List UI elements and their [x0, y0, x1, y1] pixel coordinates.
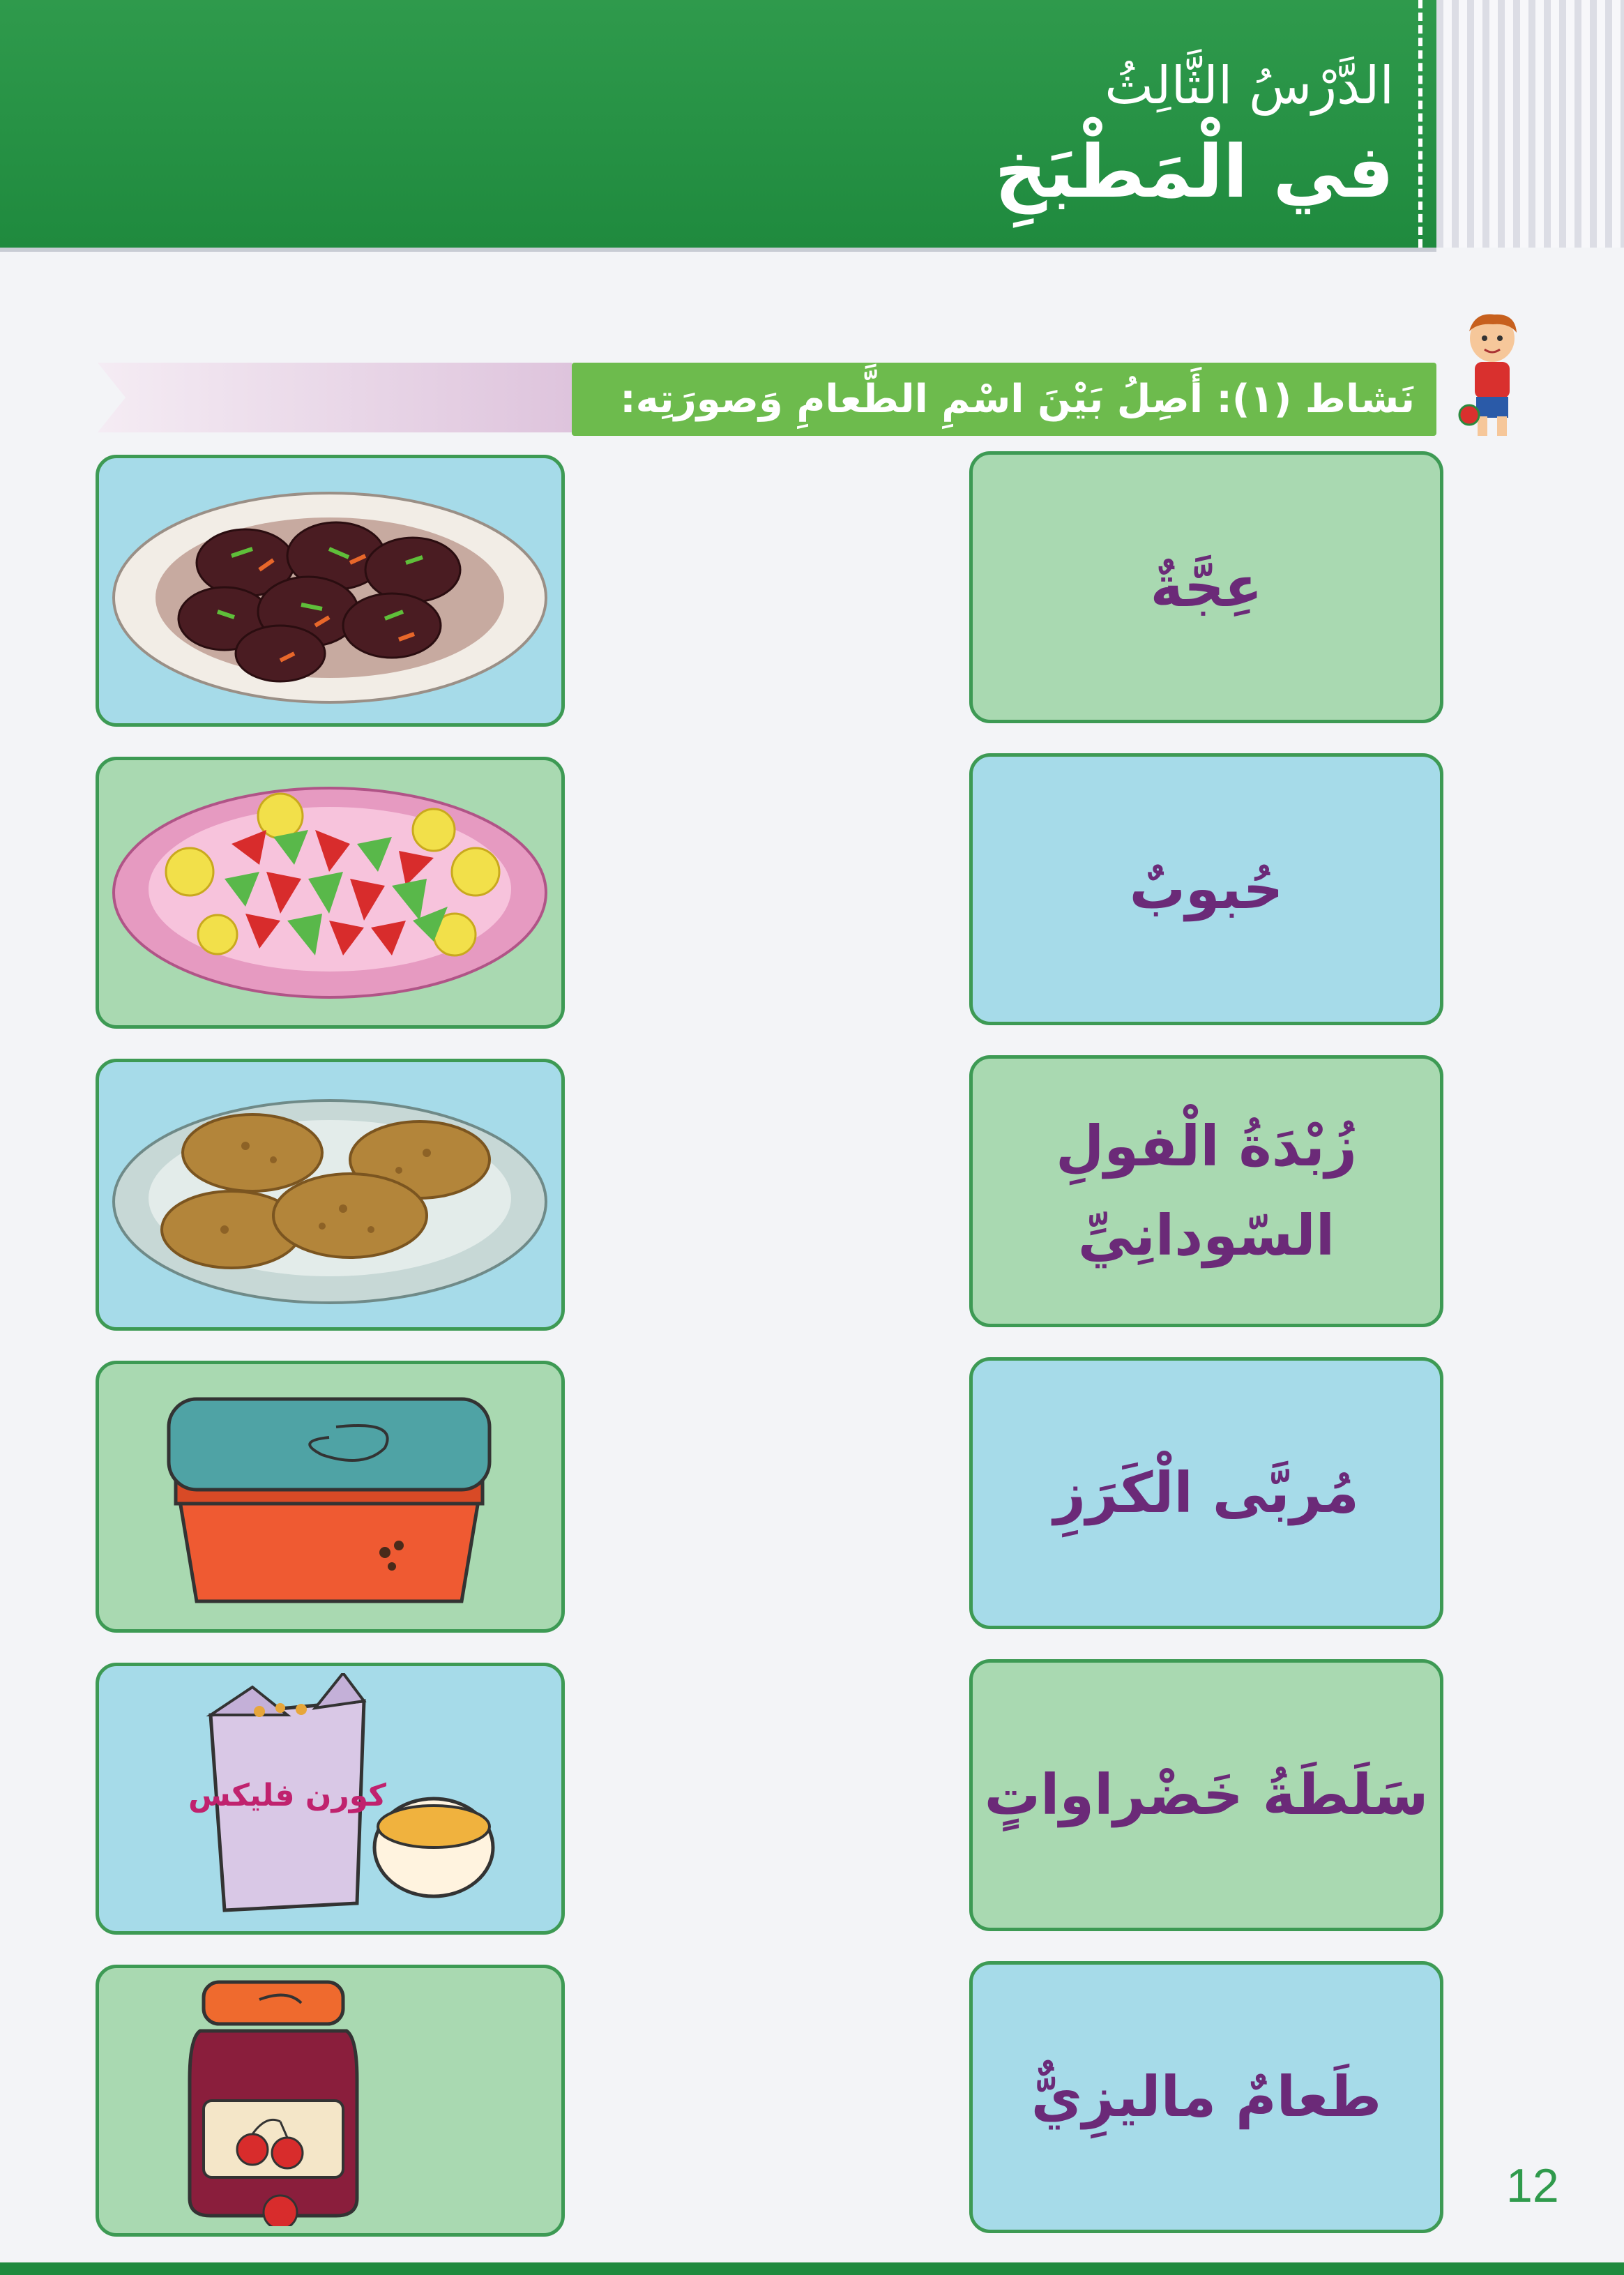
word-label-1: عِجَّةٌ: [1150, 554, 1263, 619]
word-label-4: مُربَّى الْكَرَزِ: [1054, 1460, 1359, 1525]
word-label-5: سَلَطَةُ خَضْراواتٍ: [984, 1762, 1429, 1827]
lesson-label: الدَّرْسُ الثَّالِثُ: [1105, 56, 1394, 116]
word-label-2: حُبوبٌ: [1129, 856, 1284, 921]
omelette-patties-plate-icon: [106, 1069, 554, 1320]
image-card-3[interactable]: [96, 1059, 565, 1331]
peanut-butter-container-icon: [106, 1371, 554, 1622]
image-card-5[interactable]: [96, 1663, 565, 1935]
word-card-6[interactable]: [969, 1961, 1443, 2233]
image-card-1[interactable]: [96, 455, 565, 727]
word-label-3: [1056, 1102, 1357, 1280]
header-side-stripes: [1436, 0, 1624, 248]
image-card-6[interactable]: [96, 1965, 565, 2237]
word-card-3[interactable]: [969, 1055, 1443, 1327]
word-label-3-line-2: السّودانِيِّ: [1077, 1203, 1335, 1268]
banner-ribbon-decoration: [98, 363, 572, 432]
image-card-4[interactable]: [96, 1361, 565, 1633]
word-card-2[interactable]: [969, 753, 1443, 1025]
image-card-2[interactable]: [96, 757, 565, 1029]
cereal-box-label: كورن فليكس: [188, 1778, 386, 1813]
boy-mascot-icon: [1454, 310, 1531, 443]
word-label-3-line-1: زُبْدَةُ الْفولِ: [1056, 1114, 1357, 1179]
footer-bar: [0, 2262, 1624, 2275]
page-number: 12: [1506, 2159, 1559, 2212]
cereal-box-bowl-icon: [106, 1673, 554, 1924]
vegetable-salad-plate-icon: [106, 767, 554, 1018]
word-card-1[interactable]: [969, 451, 1443, 723]
word-card-4[interactable]: [969, 1357, 1443, 1629]
word-label-6: طَعامٌ ماليزِيٌّ: [1031, 2064, 1382, 2129]
cherry-jam-jar-icon: [106, 1975, 554, 2226]
word-card-5[interactable]: [969, 1659, 1443, 1931]
header-stitch-decoration: [1418, 0, 1422, 248]
lesson-title: في الْمَطْبَخِ: [994, 129, 1394, 214]
activity-title: نَشاط (١): أَصِلُ بَيْنَ اسْمِ الطَّعامِ وَصورَتِه:: [620, 377, 1415, 422]
malaysian-food-plate-icon: [106, 465, 554, 716]
